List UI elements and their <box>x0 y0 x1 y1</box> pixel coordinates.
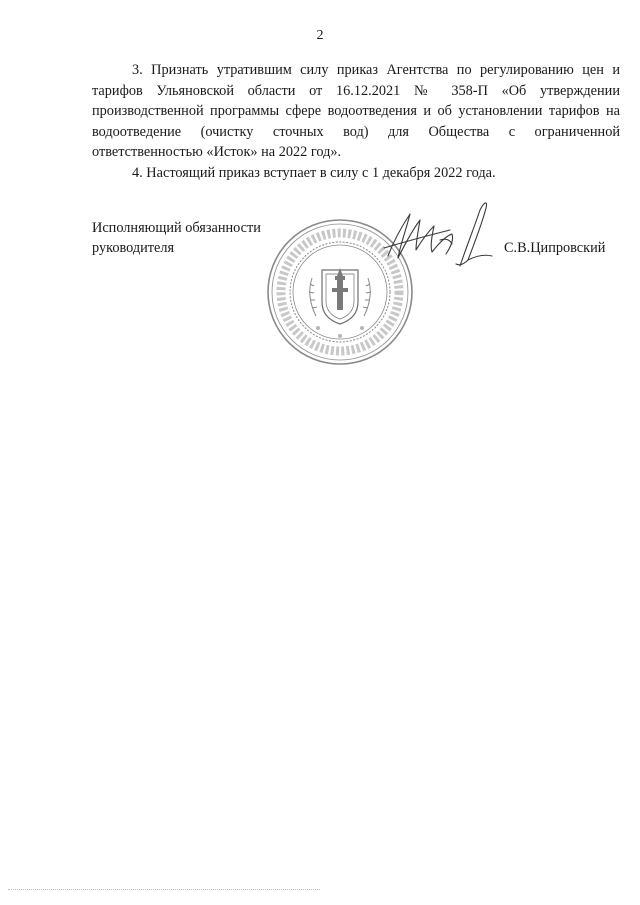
signatory-title-line1: Исполняющий обязанности <box>92 220 261 236</box>
signatory-name: С.В.Ципровский <box>504 240 606 256</box>
order-text <box>92 60 620 183</box>
paragraph-4: 4. Настоящий приказ вступает в силу с 1 декабря 2022 года. <box>132 164 496 181</box>
signatory-title-line2: руководителя <box>92 240 175 256</box>
signatory-title <box>92 218 261 258</box>
footer-divider <box>8 889 320 890</box>
handwritten-signature <box>380 196 500 276</box>
paragraph-3: 3. Признать утратившим силу приказ Агентства по регулированию цен и тарифов Ульяновской области от 16.12.2021 № 358-П «Об утверждении производственной программы сфере водоотведения и об установлении тарифов на водоотведение (очистку сточных вод) для Общества с ограниченной ответственностью «Исток» на 2022 год». <box>92 62 620 160</box>
page-number: 2 <box>316 28 324 43</box>
